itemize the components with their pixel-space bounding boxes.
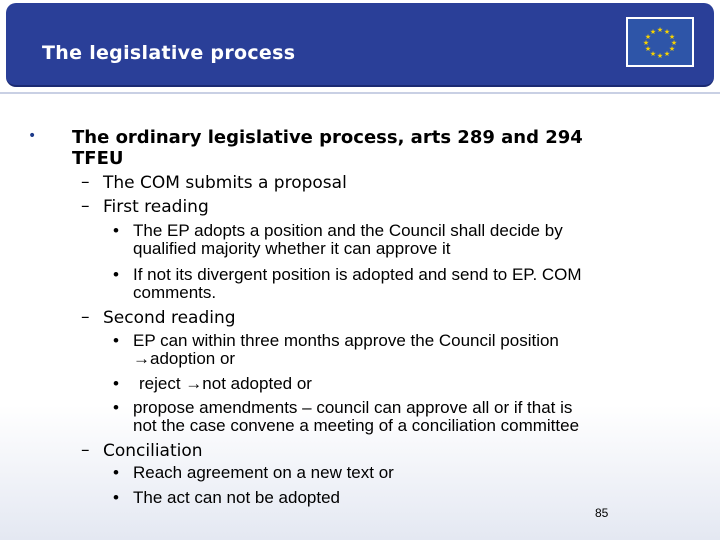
bullet-marker: • — [28, 128, 37, 144]
list-item: EP can within three months approve the Council position — [133, 331, 559, 350]
svg-text:★: ★ — [642, 39, 650, 47]
svg-text:★: ★ — [670, 39, 678, 47]
bullet-marker: • — [113, 398, 119, 417]
dash-marker: – — [81, 196, 90, 216]
header — [0, 0, 720, 92]
header-divider — [0, 92, 720, 94]
svg-text:★: ★ — [644, 45, 652, 53]
dash-marker: – — [81, 307, 90, 327]
bullet-marker: • — [113, 265, 119, 284]
list-item-continuation: not the case convene a meeting of a conciliation committee — [133, 416, 580, 435]
bullet-marker: • — [113, 488, 119, 507]
svg-text:★: ★ — [649, 28, 657, 36]
list-item: Reach agreement on a new text or — [133, 463, 394, 482]
main-bullet-line-2: TFEU — [72, 148, 124, 169]
list-item: The COM submits a proposal — [103, 173, 347, 193]
main-bullet-line-1: The ordinary legislative process, arts 289 and 294 — [72, 127, 583, 148]
list-item: Second reading — [103, 308, 236, 328]
list-item-continuation: →adoption or — [133, 349, 236, 368]
svg-text:★: ★ — [649, 50, 657, 58]
dash-marker: – — [81, 440, 90, 460]
svg-text:★: ★ — [656, 52, 664, 60]
svg-text:★: ★ — [663, 50, 671, 58]
svg-text:★: ★ — [668, 45, 676, 53]
bullet-marker: • — [113, 331, 119, 350]
list-item: First reading — [103, 197, 209, 217]
bullet-marker: • — [113, 221, 119, 240]
list-item: propose amendments – council can approve all or if that is — [133, 398, 573, 417]
page-number: 85 — [595, 506, 609, 520]
bullet-marker: • — [113, 374, 119, 393]
list-item-continuation: qualified majority whether it can approve it — [133, 239, 451, 258]
slide-title: The legislative process — [42, 42, 296, 64]
svg-text:★: ★ — [644, 33, 652, 41]
list-item: The act can not be adopted — [133, 488, 340, 507]
dash-marker: – — [81, 172, 90, 192]
list-item-continuation: comments. — [133, 283, 217, 302]
svg-text:★: ★ — [668, 33, 676, 41]
svg-text:★: ★ — [656, 26, 664, 34]
list-item: reject →not adopted or — [139, 374, 312, 393]
bullet-marker: • — [113, 463, 119, 482]
list-item: If not its divergent position is adopted and send to EP. COM — [133, 265, 582, 284]
list-item: Conciliation — [103, 441, 203, 461]
svg-text:★: ★ — [663, 28, 671, 36]
eu-flag-icon — [626, 17, 694, 67]
list-item: The EP adopts a position and the Council shall decide by — [133, 221, 563, 240]
